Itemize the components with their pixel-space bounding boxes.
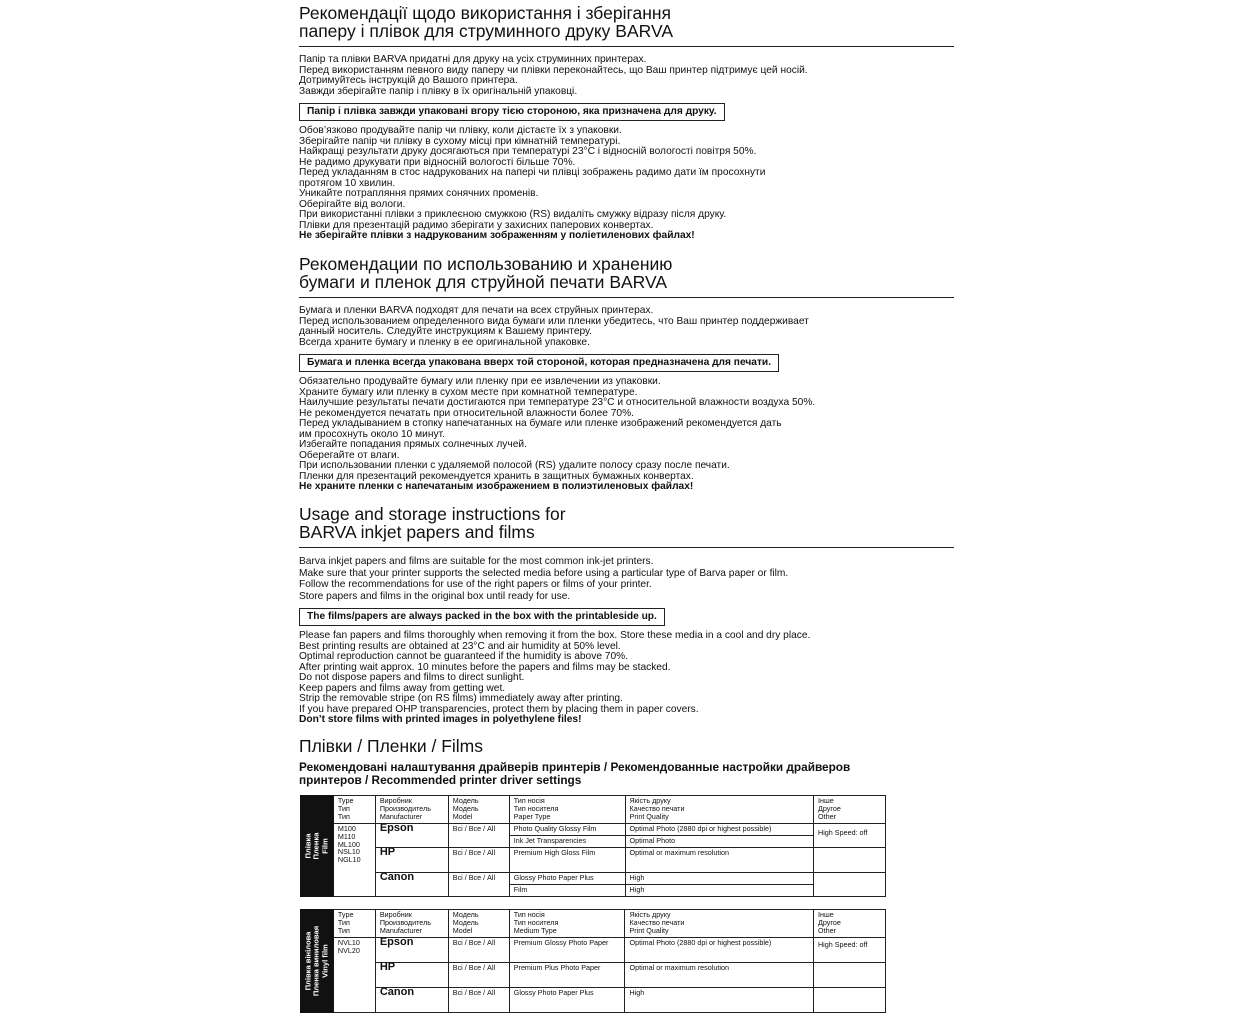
section-title-ru: Рекомендации по использованию и хранению бумаги и пленок для струйной печати BARVA	[299, 254, 673, 292]
manufacturer-hp: HP	[375, 848, 448, 873]
header-media-type: Тип носія Тип носителя Medium Type	[509, 910, 625, 938]
warning-text-ua: Не зберігайте плівки з надрукованим зображенням у поліетиленових файлах!	[299, 230, 695, 241]
driver-settings-table-vinyl	[300, 909, 886, 1013]
quality-cell: Optimal or maximum resolution	[625, 848, 813, 873]
other-cell-empty	[814, 848, 886, 873]
model-cell: Всі / Все / All	[448, 938, 509, 963]
section-films	[299, 737, 955, 786]
body-text-ru: Обязательно продувайте бумагу или пленку при ее извлечении из упаковки. Храните бумагу или пленку в сухом месте при комнатной температуре. Наилучшие результаты печати достигаются при температуре 23°C и относительной влажности воздуха 50%. Не рекомендуется печатать при относительной влажности более 70%. Перед укладыванием в стопку напечатанных на бумаге или пленке изображений рекомендуется дать им просохнуть около 10 минут. Избегайте попадания прямых солнечных лучей. Оберегайте от влаги. При использовании пленки с удаляемой полосой (RS) удалите полосу сразу после печати. Пленки для презентаций рекомендуется хранить в защитных бумажных конвертах.	[299, 376, 816, 482]
manufacturer-epson: Epson	[375, 824, 448, 848]
warning-text-en: Don’t store films with printed images in polyethylene files!	[299, 714, 582, 725]
model-cell: Всі / Все / All	[448, 873, 509, 897]
media-cell: Photo Quality Glossy Film	[509, 824, 625, 836]
divider	[299, 297, 954, 298]
quality-cell: High	[625, 988, 814, 1013]
manufacturer-canon: Canon	[375, 988, 448, 1013]
intro-text-ua: Папір та плівки BARVA придатні для друку на усіх струминних принтерах. Перед використанням певного виду паперу чи плівки переконайтесь, що Ваш принтер підтримує цей носій. Дотримуйтесь інструкцій до Вашого принтера. Завжди зберігайте папір і плівку в їх оригінальній упаковці.	[299, 54, 808, 97]
notice-box-ru: Бумага и пленка всегда упакована вверх той стороной, которая предназначена для печати.	[299, 354, 779, 372]
header-other: Інше Другое Other	[813, 910, 885, 938]
other-cell-empty	[814, 873, 886, 897]
media-cell: Glossy Photo Paper Plus	[509, 988, 625, 1013]
notice-box-en: The films/papers are always packed in the box with the printableside up.	[299, 608, 665, 626]
media-cell: Film	[509, 885, 625, 897]
media-cell: Premium Glossy Photo Paper	[509, 938, 625, 963]
other-cell: High Speed: off	[814, 824, 886, 848]
other-cell: High Speed: off	[813, 938, 885, 963]
body-text-en: Please fan papers and films thoroughly when removing it from the box. Store these media in a cool and dry place. Best printing results are obtained at 23°C and air humidity at 50% level. Optimal reproduction cannot be guaranteed if the humidity is above 70%. After printing wait approx. 10 minutes before the papers and films may be stacked. Do not dispose papers and films to direct sunlight. Keep papers and films away from getting wet. Strip the removable stripe (on RS films) immediately away after printing. If you have prepared OHP transparencies, protect them by placing them in paper covers.	[299, 630, 811, 715]
header-print-quality: Якість друку Качество печати Print Quality	[625, 796, 813, 824]
manufacturer-hp: HP	[375, 963, 448, 988]
quality-cell: Optimal or maximum resolution	[625, 963, 814, 988]
header-type: Type Тип Тип	[333, 910, 375, 938]
model-cell: Всі / Все / All	[448, 848, 509, 873]
section-ukrainian	[299, 4, 955, 242]
model-cell: Всі / Все / All	[448, 963, 509, 988]
section-title-ua: Рекомендації щодо використання і зберігання паперу і плівок для струминного друку BARVA	[299, 3, 673, 41]
media-cell: Premium Plus Photo Paper	[509, 963, 625, 988]
media-cell: Glossy Photo Paper Plus	[509, 873, 625, 885]
warning-text-ru: Не храните пленки с напечатаным изображением в полиэтиленовых файлах!	[299, 481, 694, 492]
divider	[299, 547, 954, 548]
quality-cell: Optimal Photo (2880 dpi or highest possible)	[625, 824, 813, 836]
header-print-quality: Якість друку Качество печати Print Quality	[625, 910, 814, 938]
header-model: Модель Модель Model	[448, 910, 509, 938]
header-manufacturer: Виробник Производитель Manufacturer	[375, 910, 448, 938]
header-type: Type Тип Тип	[333, 796, 375, 824]
quality-cell: Optimal Photo	[625, 836, 813, 848]
media-cell: Ink Jet Transparencies	[509, 836, 625, 848]
category-label-vinyl: Плівка вінілова Пленка виниловая Vinyl film	[301, 910, 334, 1013]
section-title-en: Usage and storage instructions for BARVA inkjet papers and films	[299, 504, 566, 542]
intro-text-ru: Бумага и пленки BARVA подходят для печати на всех струйных принтерах. Перед использованием определенного вида бумаги или пленки убедитесь, что Ваш принтер поддерживает данный носитель. Следуйте инструкциям к Вашему принтеру. Всегда храните бумагу и пленку в ее оригинальной упаковке.	[299, 305, 809, 348]
header-media-type: Тип носія Тип носителя Paper Type	[509, 796, 625, 824]
model-cell: Всі / Все / All	[448, 988, 509, 1013]
other-cell-empty	[813, 963, 885, 988]
films-subtitle: Рекомендовані налаштування драйверів принтерів / Рекомендованные настройки драйверов принтеров / Recommended printer driver settings	[299, 760, 851, 787]
other-cell-empty	[813, 988, 885, 1013]
quality-cell: High	[625, 885, 813, 897]
header-other: Інше Другое Other	[814, 796, 886, 824]
manufacturer-canon: Canon	[375, 873, 448, 897]
divider	[299, 46, 954, 47]
films-title: Плівки / Пленки / Films	[299, 736, 483, 756]
media-cell: Premium High Gloss Film	[509, 848, 625, 873]
notice-box-ua: Папір і плівка завжди упаковані вгору тією стороною, яка призначена для друку.	[299, 103, 725, 121]
intro-text-en: Barva inkjet papers and films are suitable for the most common ink-jet printers. Make sure that your printer supports the selected media before using a particular type of Barva paper or film. Follow the recommendations for use of the right papers or films of your printer. Store papers and films in the original box until ready for use.	[299, 556, 789, 602]
body-text-ua: Обов’язково продувайте папір чи плівку, коли дістаєте їх з упаковки. Зберігайте папір чи плівку в сухому місці при кімнатній температурі. Найкращі результати друку досягаються при температурі 23°C і відносній вологості повітря 50%. Не радимо друкувати при відносній вологості більше 70%. Перед укладанням в стос надрукованих на папері чи плівці зображень радимо дати їм просохнути протягом 10 хвилин. Уникайте потрапляння прямих сонячних променів. Оберігайте від вологи. При використанні плівки з приклеєною смужкою (RS) видаліть смужку відразу після друку. Плівки для презентацій радимо зберігати у захисних паперових конвертах.	[299, 125, 766, 231]
vinyl-models: NVL10 NVL20	[333, 938, 375, 1013]
header-model: Модель Модель Model	[448, 796, 509, 824]
quality-cell: Optimal Photo (2880 dpi or highest possible)	[625, 938, 814, 963]
model-cell: Всі / Все / All	[448, 824, 509, 848]
section-russian	[299, 255, 955, 493]
section-english	[299, 505, 955, 726]
film-models: M100 M110 ML100 NSL10 NGL10	[333, 824, 375, 897]
quality-cell: High	[625, 873, 813, 885]
category-label-film: Плівка Пленка Film	[301, 796, 334, 897]
manufacturer-epson: Epson	[375, 938, 448, 963]
driver-settings-table-film	[300, 795, 886, 897]
header-manufacturer: Виробник Производитель Manufacturer	[375, 796, 448, 824]
